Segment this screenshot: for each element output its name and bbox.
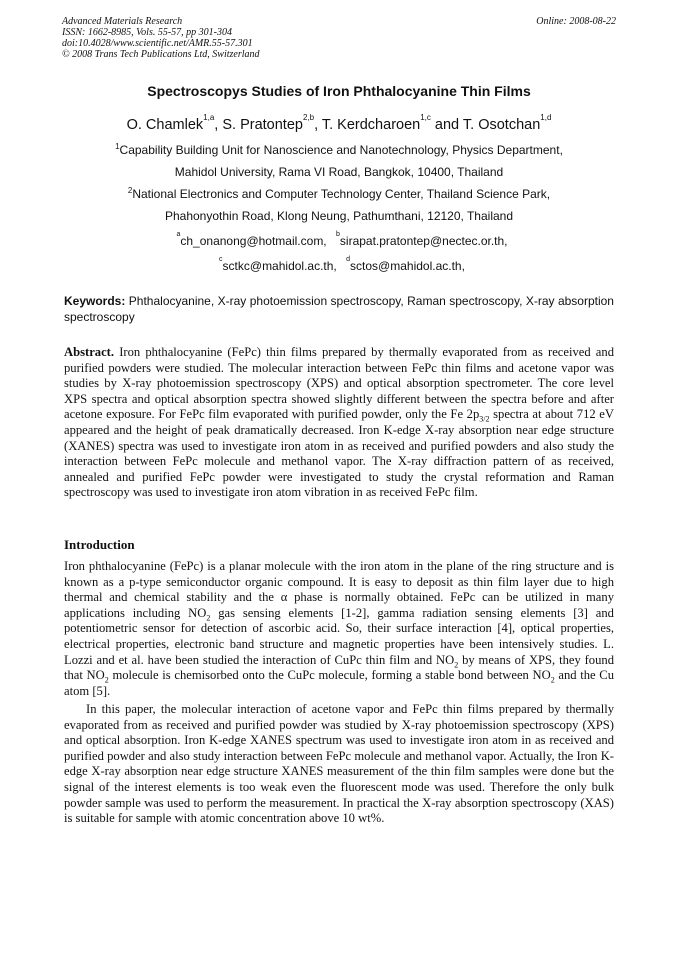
paper-title: Spectroscopys Studies of Iron Phthalocyanine Thin Films bbox=[147, 83, 531, 99]
email-address: ch_onanong@hotmail.com, bbox=[180, 234, 327, 248]
affiliation-2-line-1: $^2$National Electronics and Computer Technology Center, Thailand Science Park, bbox=[127, 186, 551, 201]
journal-header bbox=[62, 16, 260, 60]
section-heading-introduction: Introduction bbox=[64, 537, 135, 552]
journal-name: Advanced Materials Research bbox=[62, 16, 183, 27]
author-name: T. Osotchan bbox=[462, 117, 541, 133]
author-affiliation-mark: 1,d bbox=[540, 113, 552, 122]
email-line-1 bbox=[0, 231, 678, 248]
author-affiliation-mark: 2,b bbox=[302, 113, 315, 122]
affiliation-number: 1 bbox=[115, 142, 120, 151]
author-list bbox=[0, 113, 678, 133]
email-address: sirapat.pratontep@nectec.or.th, bbox=[339, 234, 508, 248]
doi-line: doi:10.4028/www.scientific.net/AMR.55-57.301 bbox=[62, 38, 253, 49]
affiliation-2-line-2: Phahonyothin Road, Klong Neung, Pathumthani, 12120, Thailand bbox=[164, 209, 514, 223]
abstract: Abstract. Iron phthalocyanine (FePc) thin films prepared by thermally evaporated from as received and purified powders were studied. The molecular interaction between FePc thin films and acetone vapor was studies by X-ray photoemission spectroscopy (XPS) and optical absorption spectrometer. The core level XPS spectra and optical absorption spectra showed slightly different between the spectra before and after acetone exposure. For FePc film evaporated with purified powder, only the Fe $2p_{3/2}$ spectra at about 712 eV appeared and the height of peak dramatically decreased. Iron K-edge X-ray absorption near edge structure (XANES) spectra was used to investigate iron atom in as received and purified powders and also study the interaction between FePc molecule and methanol vapor. The X-ray diffraction pattern of as received, annealed and purified FePc powder were investigated to study the crystal reformation and Raman spectroscopy was used to investigate iron atom vibration in as received FePc film. bbox=[64, 345, 614, 500]
author-separator: , bbox=[314, 117, 322, 133]
email-mark: c bbox=[219, 256, 223, 263]
author-name: O. Chamlek bbox=[126, 117, 204, 133]
author-affiliation-mark: 1,c bbox=[420, 113, 431, 122]
keywords-text: Phthalocyanine, X-ray photoemission spectroscopy, Raman spectroscopy, X-ray absorption spectroscopy bbox=[64, 294, 614, 324]
affiliation-number: 2 bbox=[127, 186, 133, 195]
email-mark: b bbox=[336, 231, 340, 238]
author-affiliation-mark: 1,a bbox=[203, 113, 215, 122]
author-separator: , bbox=[214, 117, 223, 133]
online-date: Online: 2008-08-22 bbox=[536, 16, 616, 27]
email-address: sctos@mahidol.ac.th, bbox=[350, 259, 465, 273]
email-line-2 bbox=[0, 256, 678, 273]
author-name: T. Kerdcharoen bbox=[321, 117, 421, 133]
issn-line: ISSN: 1662-8985, Vols. 55-57, pp 301-304 bbox=[62, 27, 232, 38]
introduction-paragraph-2: In this paper, the molecular interaction of acetone vapor and FePc thin films prepared by thermally evaporated from as received and purified powder was studied by X-ray photoemission spectroscopy (XPS) and optical absorption. Iron K-edge XANES spectrum was used to investigate iron atom in as received and purified powder and also study interaction between FePc molecule and methanol vapor. Actually, the Iron K-edge X-ray absorption near edge structure XANES measurement of the thin film samples were done but the signal of the interest elements is too weak even the fluorescent mode was used. Therefore the only bulk powder sample was used to perform the measurement. In practical the X-ray absorption spectroscopy (XAS) is suitable for sample with atomic concentration above 10 wt%. bbox=[64, 702, 614, 826]
email-mark: a bbox=[176, 231, 181, 238]
email-mark: d bbox=[346, 256, 351, 263]
author-name: S. Pratontep bbox=[222, 117, 303, 133]
abstract-label: Abstract. bbox=[64, 345, 115, 359]
copyright-line: © 2008 Trans Tech Publications Ltd, Switzerland bbox=[62, 49, 260, 60]
affiliation-1-line-2: Mahidol University, Rama VI Road, Bangkok, 10400, Thailand bbox=[174, 165, 504, 179]
author-separator: and bbox=[430, 117, 463, 133]
email-address: sctkc@mahidol.ac.th, bbox=[222, 259, 337, 273]
keywords-label: Keywords: bbox=[64, 294, 126, 308]
keywords bbox=[64, 293, 614, 325]
introduction-paragraph-1: Iron phthalocyanine (FePc) is a planar molecule with the iron atom in the plane of the ring structure and is known as a p-type semiconductor organic compound. It is easy to deposit as thin film layer due to high thermal and chemical stability and the α phase is normally obtained. FePc can be utilized in many applications including $NO_2$ gas sensing elements [1-2], gamma radiation sensing elements [3] and potentiometric sensor for detection of ascorbic acid. So, their surface interaction [4], optical properties, electrical properties, electronic band structure and magnetic properties have been intensively studies. L. Lozzi and et al. have been studied the interaction of CuPc thin film and $NO_2$ by means of XPS, they found that $NO_2$ molecule is chemisorbed onto the CuPc molecule, forming a stable bond between $NO_2$ and the Cu atom [5]. bbox=[64, 559, 614, 698]
affiliation-1-line-1: $^1$Capability Building Unit for Nanoscience and Nanotechnology, Physics Department, bbox=[115, 142, 563, 157]
